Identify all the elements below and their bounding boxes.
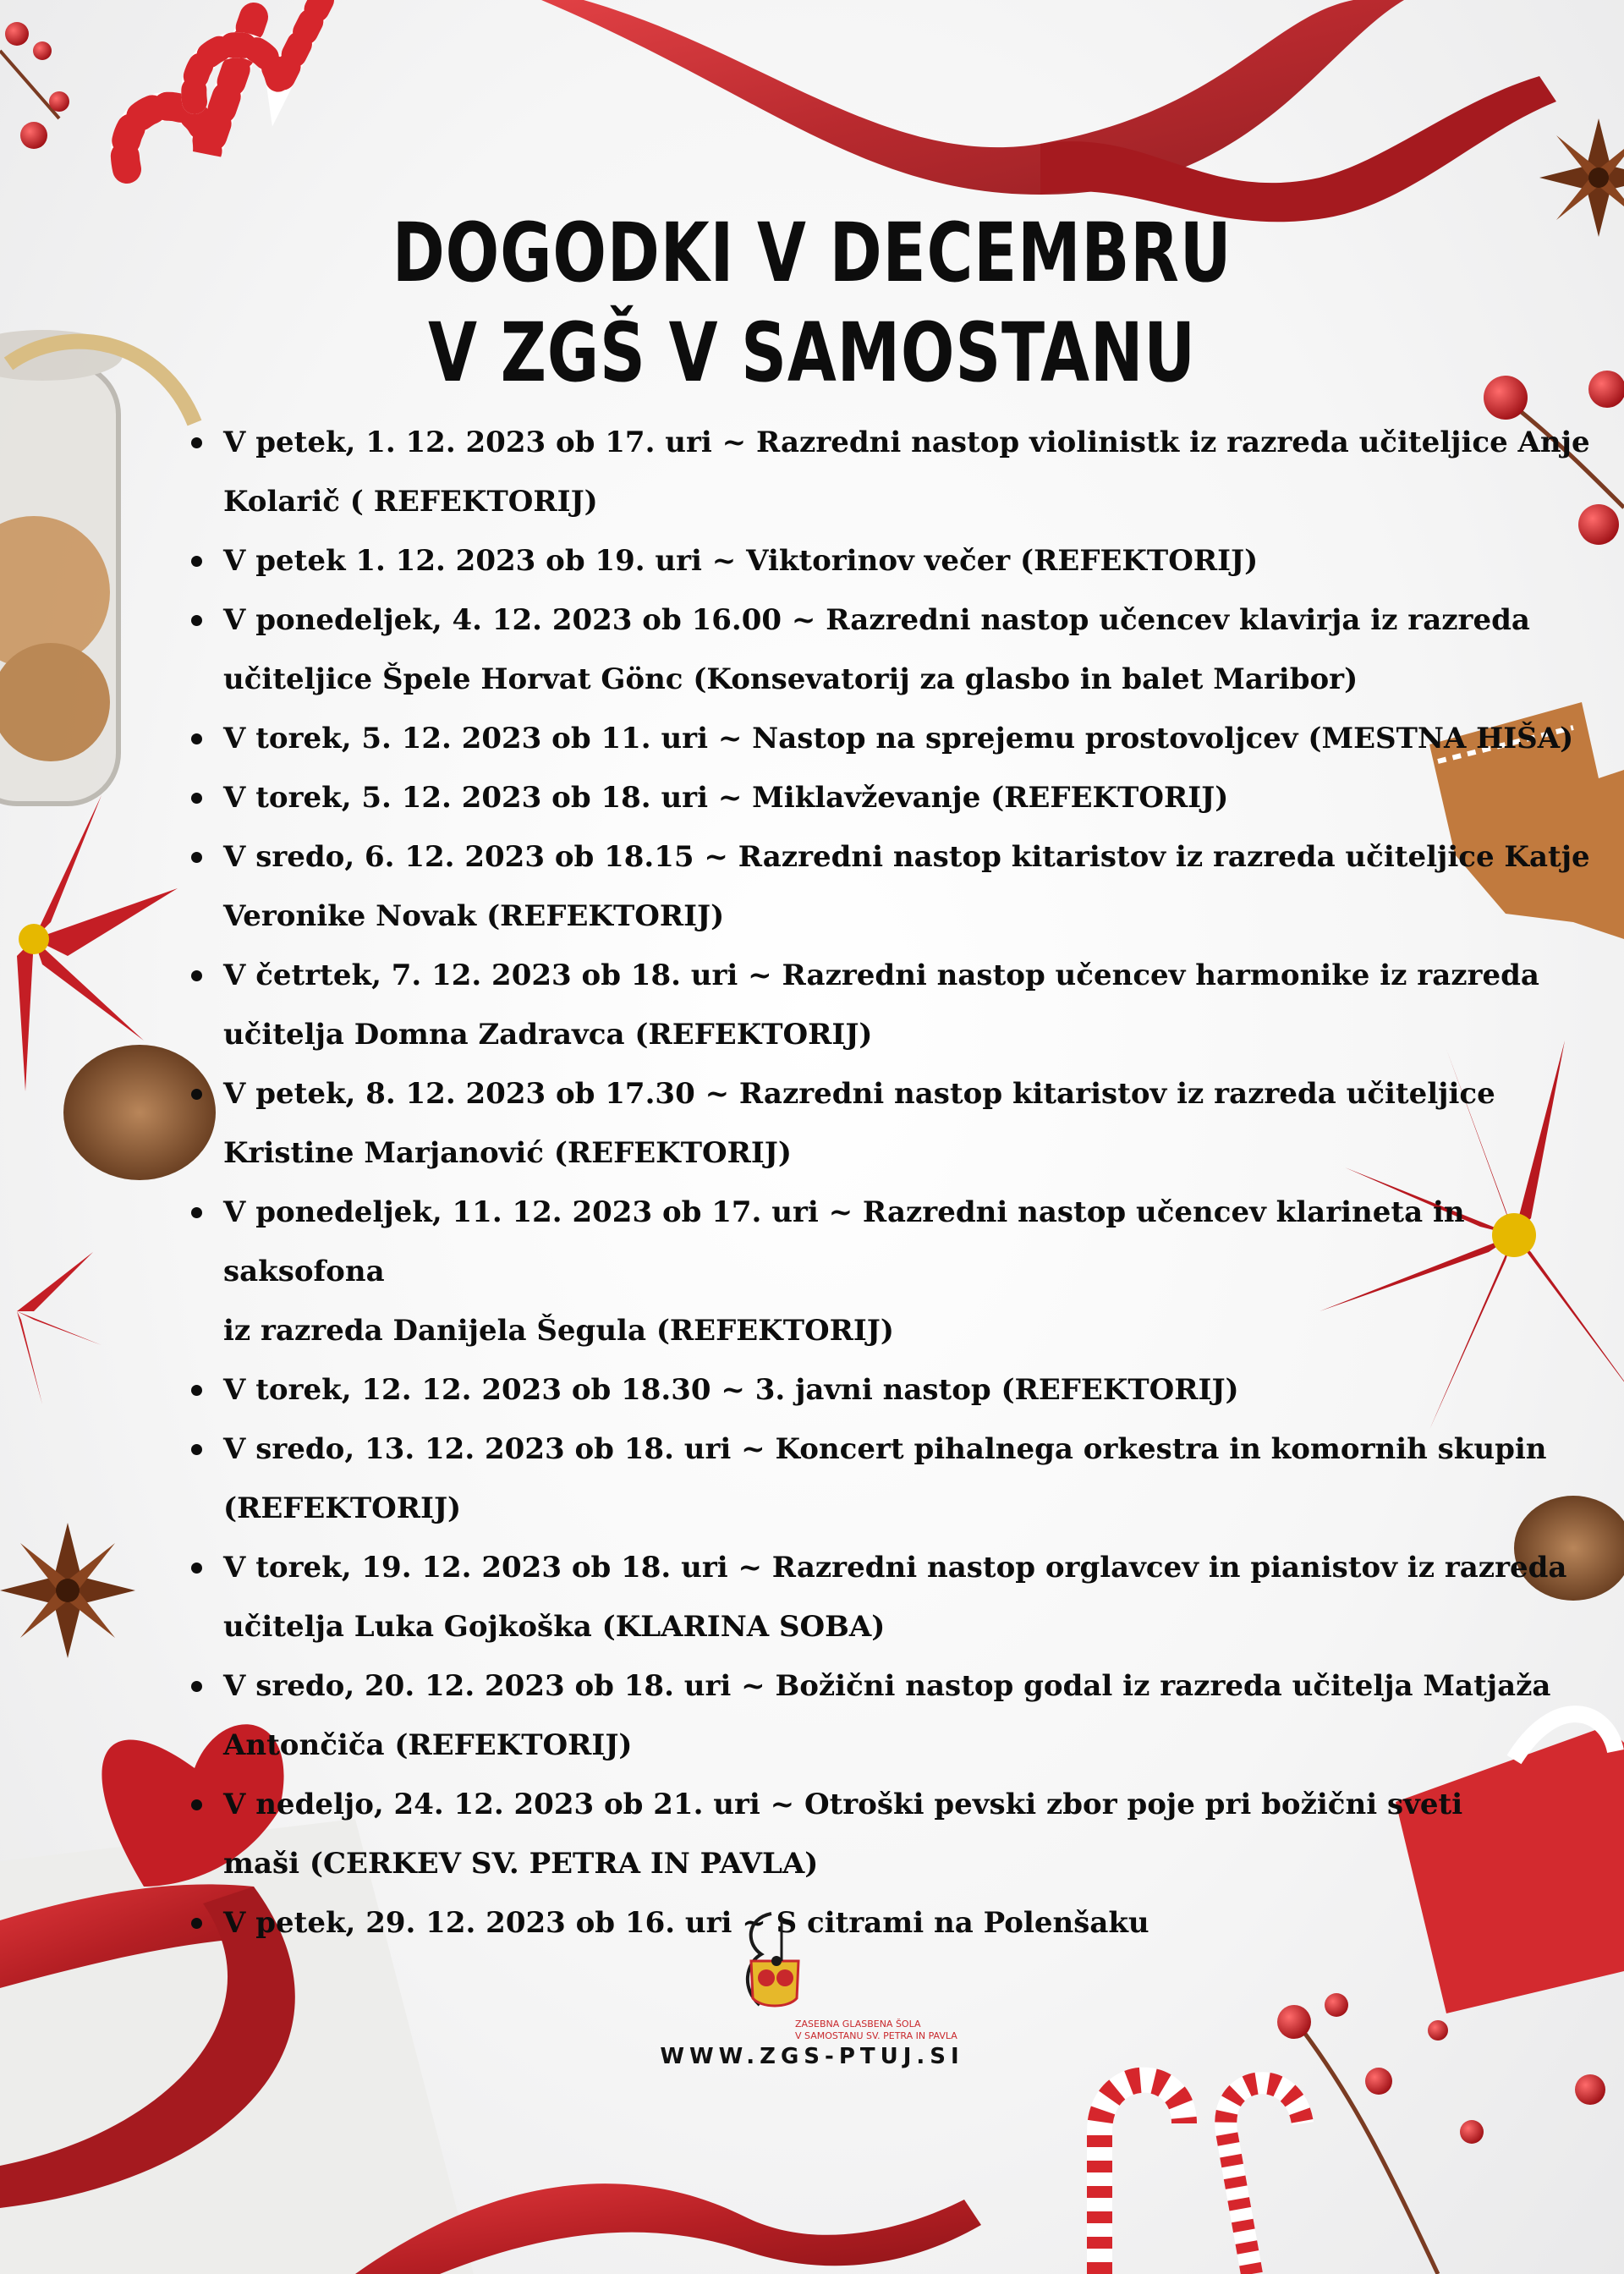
logo-caption — [795, 2019, 1032, 2042]
candy-cane-bottom — [1100, 2080, 1303, 2274]
candy-cane-top — [125, 0, 321, 169]
event-item: V petek, 1. 12. 2023 ob 17. uri ~ Razredni nastop violinistk iz razreda učiteljice Anje Kolarič ( REFEKTORIJ) — [188, 413, 1592, 531]
event-item: V torek, 12. 12. 2023 ob 18.30 ~ 3. javni nastop (REFEKTORIJ) — [188, 1360, 1592, 1420]
cookie-jar — [0, 330, 195, 804]
title-line-2: V ZGŠ V SAMOSTANU — [428, 305, 1196, 400]
event-item: V sredo, 20. 12. 2023 ob 18. uri ~ Božični nastop godal iz razreda učitelja Matjaža Antončiča (REFEKTORIJ) — [188, 1656, 1592, 1775]
event-list — [188, 413, 1592, 1953]
berries-bottom-right — [1277, 1993, 1605, 2274]
event-item: V nedeljo, 24. 12. 2023 ob 21. uri ~ Otroški pevski zbor poje pri božični sveti maši (CERKEV SV. PETRA IN PAVLA) — [188, 1775, 1592, 1893]
event-item: V petek, 29. 12. 2023 ob 16. uri ~ S citrami na Polenšaku — [188, 1893, 1592, 1953]
event-item: V ponedeljek, 11. 12. 2023 ob 17. uri ~ Razredni nastop učencev klarineta in saksofona iz razreda Danijela Šegula (REFEKTORIJ) — [188, 1183, 1592, 1360]
event-item: V četrtek, 7. 12. 2023 ob 18. uri ~ Razredni nastop učencev harmonike iz razreda učitelja Domna Zadravca (REFEKTORIJ) — [188, 946, 1592, 1064]
event-item: V ponedeljek, 4. 12. 2023 ob 16.00 ~ Razredni nastop učencev klavirja iz razreda učiteljice Špele Horvat Gönc (Konsevatorij za glasbo in balet Maribor) — [188, 590, 1592, 709]
event-item: V sredo, 13. 12. 2023 ob 18. uri ~ Koncert pihalnega orkestra in komornih skupin (REFEKTORIJ) — [188, 1420, 1592, 1538]
star-anise-left — [0, 1523, 135, 1658]
star-anise-top-right — [1539, 118, 1624, 237]
ribbon-top — [541, 0, 1404, 195]
page-title — [178, 203, 1446, 403]
event-item: V torek, 5. 12. 2023 ob 11. uri ~ Nastop na sprejemu prostovoljcev (MESTNA HIŠA) — [188, 709, 1592, 768]
poinsettia-small-left — [17, 1252, 102, 1404]
event-item: V torek, 5. 12. 2023 ob 18. uri ~ Miklavževanje (REFEKTORIJ) — [188, 768, 1592, 827]
berries-top-left — [0, 22, 69, 149]
event-item: V sredo, 6. 12. 2023 ob 18.15 ~ Razredni nastop kitaristov iz razreda učiteljice Katje Veronike Novak (REFEKTORIJ) — [188, 827, 1592, 946]
event-item: V torek, 19. 12. 2023 ob 18. uri ~ Razredni nastop orglavcev in pianistov iz razreda učitelja Luka Gojkoška (KLARINA SOBA) — [188, 1538, 1592, 1656]
event-item: V petek 1. 12. 2023 ob 19. uri ~ Viktorinov večer (REFEKTORIJ) — [188, 531, 1592, 590]
title-line-1: DOGODKI V DECEMBRU — [392, 206, 1232, 300]
event-item: V petek, 8. 12. 2023 ob 17.30 ~ Razredni nastop kitaristov iz razreda učiteljice Kristine Marjanović (REFEKTORIJ) — [188, 1064, 1592, 1183]
school-logo — [721, 1910, 822, 2019]
website-link[interactable]: WWW.ZGS-PTUJ.SI — [660, 2044, 964, 2069]
logo-caption-line-2: V SAMOSTANU SV. PETRA IN PAVLA — [795, 2030, 957, 2041]
logo-caption-line-1: ZASEBNA GLASBENA ŠOLA — [795, 2019, 921, 2030]
ribbon-top-curl — [1040, 76, 1556, 222]
